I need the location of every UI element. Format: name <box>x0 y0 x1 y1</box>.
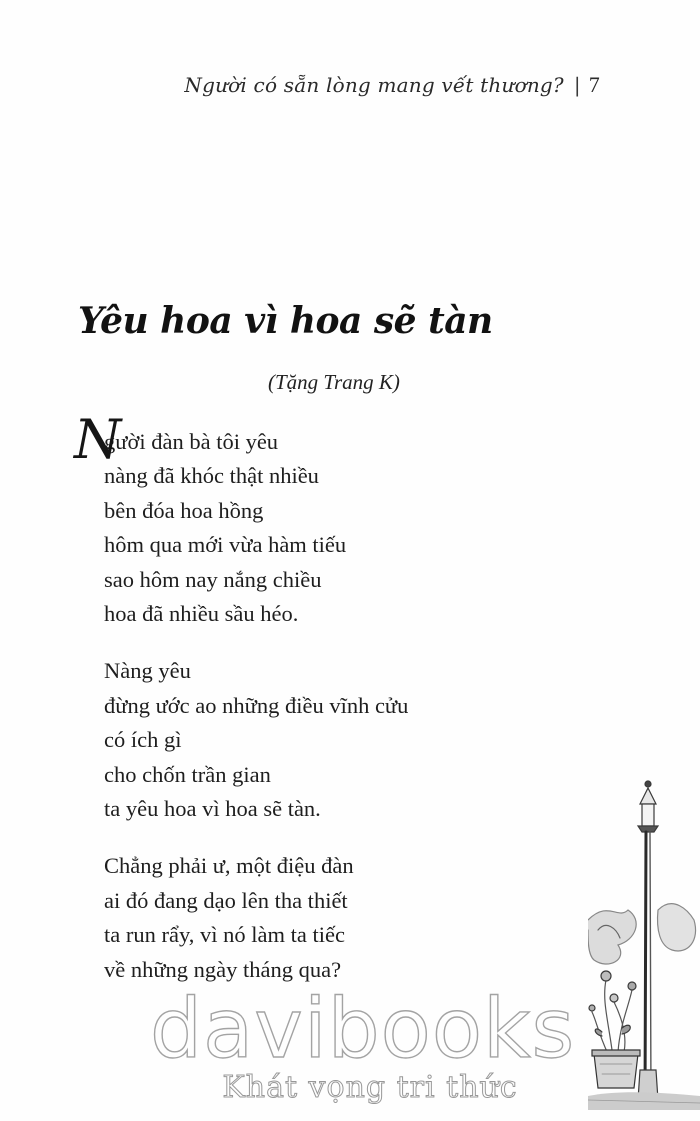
poem-line: nàng đã khóc thật nhiều <box>104 463 319 489</box>
stanza-1 <box>74 408 524 631</box>
header-separator: | <box>573 73 581 97</box>
poem-line: về những ngày tháng qua? <box>104 956 342 982</box>
stanza-3 <box>104 849 524 987</box>
poem-line: ta yêu hoa vì hoa sẽ tàn. <box>104 796 321 822</box>
poem-line: Nàng yêu <box>104 658 191 684</box>
street-lamp-flower-pot-sketch-icon <box>588 770 700 1110</box>
page-number: 7 <box>588 72 600 97</box>
poem-body <box>74 408 524 1010</box>
poem-line: đừng ước ao những điều vĩnh cửu <box>104 692 409 718</box>
poem-title: Yêu hoa vì hoa sẽ tàn <box>78 300 493 342</box>
watermark-brand: davibooks <box>150 982 576 1077</box>
poem-line: bên đóa hoa hồng <box>104 497 264 523</box>
drop-cap: N <box>74 408 122 471</box>
poem-line: có ích gì <box>104 727 182 753</box>
running-header <box>0 72 600 98</box>
poem-line <box>74 408 524 471</box>
stanza-2 <box>104 654 524 826</box>
poem-dedication: (Tặng Trang K) <box>268 370 400 394</box>
poem-line: hoa đã nhiều sầu héo. <box>104 601 299 627</box>
poem-line: ta run rẩy, vì nó làm ta tiếc <box>104 922 345 948</box>
poem-line: cho chốn trần gian <box>104 761 271 787</box>
first-line-text: gười đàn bà tôi yêu <box>104 429 279 454</box>
poem-line: hôm qua mới vừa hàm tiếu <box>104 532 347 558</box>
poem-line: Chẳng phải ư, một điệu đàn <box>104 853 354 879</box>
poem-line: sao hôm nay nắng chiều <box>104 566 322 592</box>
poem-line: ai đó đang dạo lên tha thiết <box>104 887 348 913</box>
chapter-title: Người có sẵn lòng mang vết thương? <box>184 73 564 97</box>
watermark-slogan: Khát vọng tri thức <box>222 1070 518 1105</box>
